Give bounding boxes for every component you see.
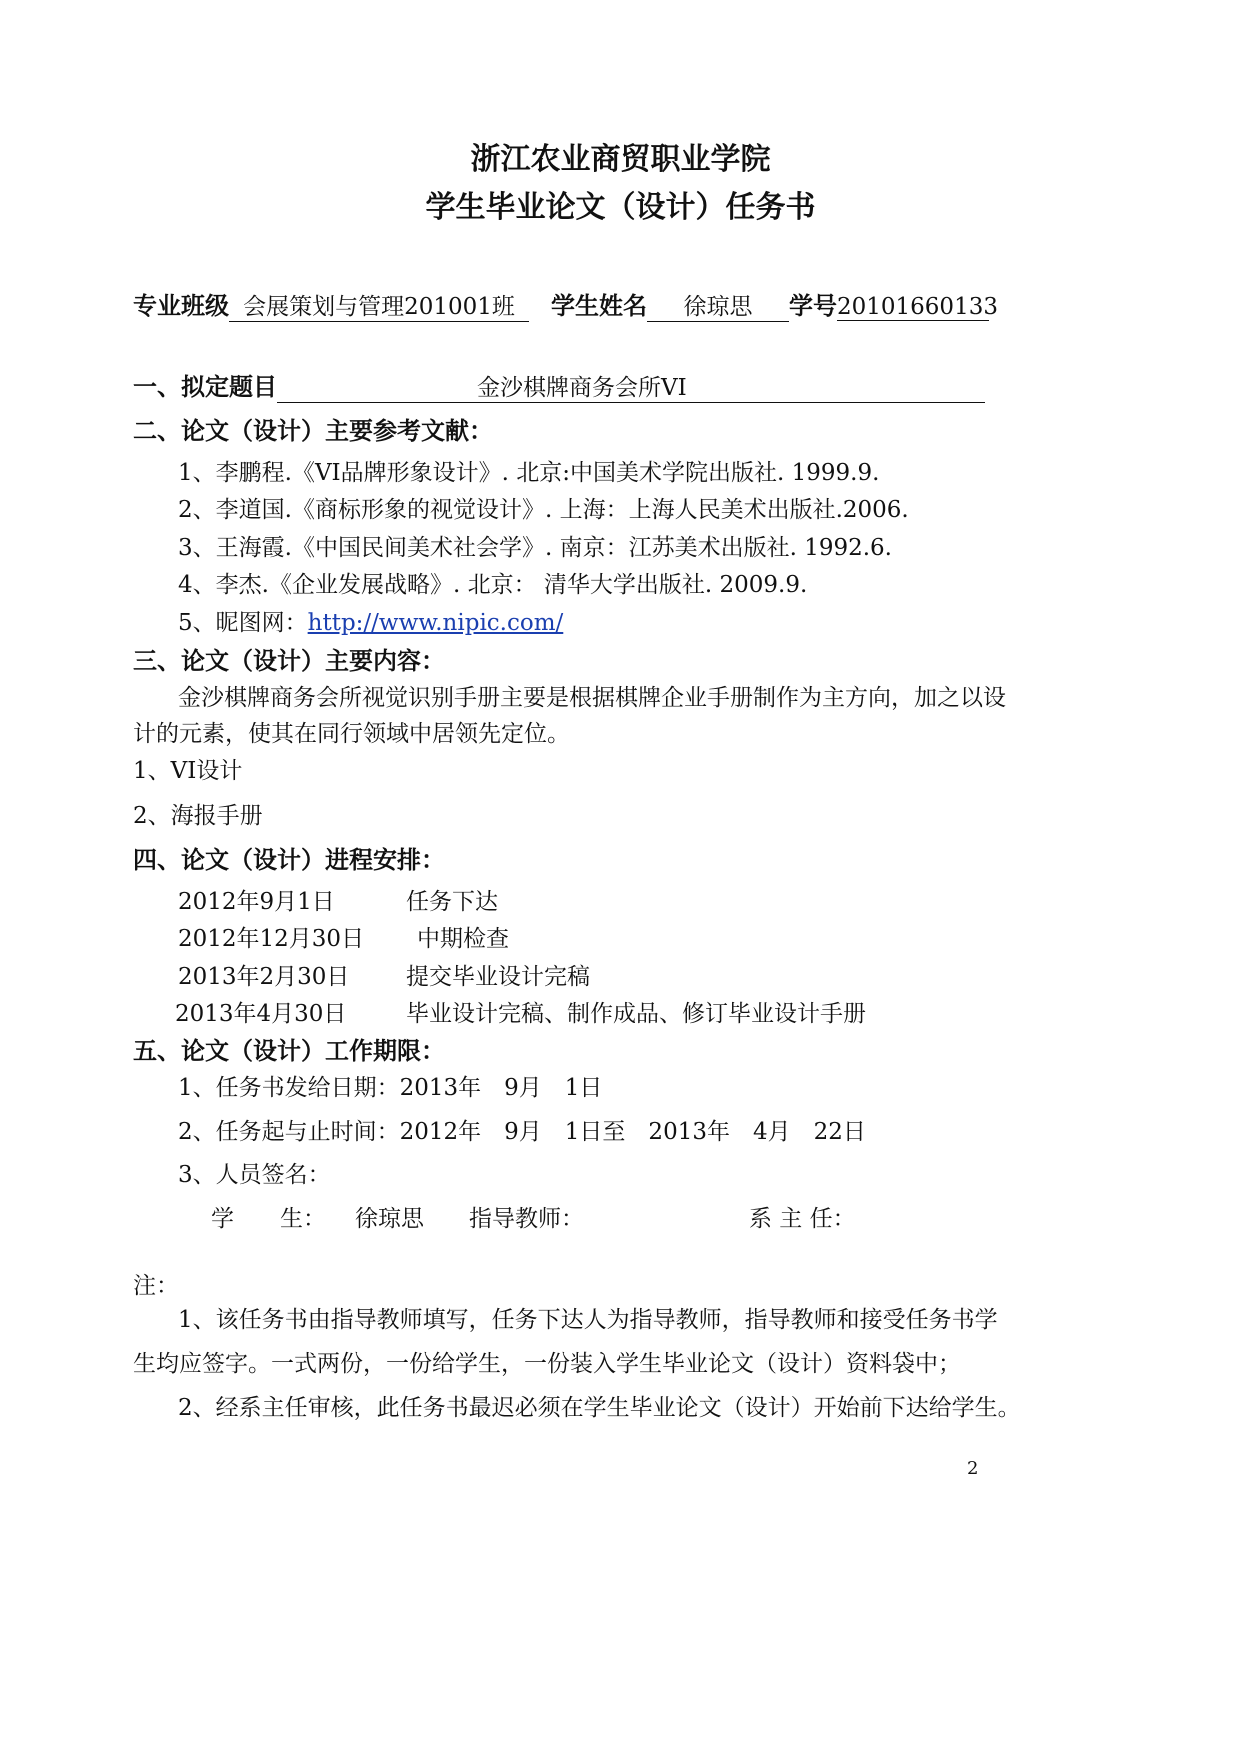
schedule-date: 2012年12月30日 xyxy=(178,926,365,952)
major-value: 会展策划与管理201001班 xyxy=(229,288,529,322)
id-label: 学号 xyxy=(789,291,837,320)
reference-item: 4、李杰.《企业发展战略》. 北京： 清华大学出版社. 2009.9. xyxy=(178,572,808,598)
student-sign-label: 学 生： xyxy=(211,1206,326,1232)
note-line: 1、该任务书由指导教师填写，任务下达人为指导教师，指导教师和接受任务书学 xyxy=(178,1307,998,1333)
reference-item-prefix: 5、昵图网： xyxy=(178,610,308,636)
content-heading: 三、论文（设计）主要内容： xyxy=(133,646,445,675)
content-item: 1、VI设计 xyxy=(133,758,243,784)
dept-head-sign-label: 系 主 任： xyxy=(749,1206,856,1232)
student-sign-name: 徐琼思 xyxy=(355,1206,424,1232)
content-paragraph-line: 计的元素，使其在同行领域中居领先定位。 xyxy=(133,721,570,747)
schedule-date: 2012年9月1日 xyxy=(178,889,335,915)
name-value: 徐琼思 xyxy=(647,288,789,322)
reference-link[interactable]: http://www.nipic.com/ xyxy=(307,610,564,636)
major-label: 专业班级 xyxy=(133,291,229,320)
period-heading: 五、论文（设计）工作期限： xyxy=(133,1036,445,1065)
student-info-line xyxy=(133,286,998,322)
topic-value: 金沙棋牌商务会所VI xyxy=(277,369,985,403)
teacher-sign-label: 指导教师： xyxy=(469,1206,584,1232)
issue-date: 1、任务书发给日期：2013年 9月 1日 xyxy=(178,1075,603,1101)
schedule-task: 任务下达 xyxy=(406,889,498,915)
page-number: 2 xyxy=(967,1458,979,1479)
schedule-task: 毕业设计完稿、制作成品、修订毕业设计手册 xyxy=(406,1001,866,1027)
document-title: 学生毕业论文（设计）任务书 xyxy=(425,190,816,225)
id-value: 20101660133 xyxy=(837,294,998,320)
reference-item: 3、王海霞.《中国民间美术社会学》. 南京：江苏美术出版社. 1992.6. xyxy=(178,535,892,561)
schedule-date: 2013年4月30日 xyxy=(175,1001,347,1027)
topic-label: 一、拟定题目 xyxy=(133,372,277,401)
reference-item: 2、李道国.《商标形象的视觉设计》. 上海：上海人民美术出版社.2006. xyxy=(178,497,909,523)
signature-label: 3、人员签名： xyxy=(178,1162,331,1188)
reference-item: 1、李鹏程.《VI品牌形象设计》. 北京:中国美术学院出版社. 1999.9. xyxy=(178,460,880,486)
name-label: 学生姓名 xyxy=(551,291,647,320)
task-duration: 2、任务起与止时间：2012年 9月 1日至 2013年 4月 22日 xyxy=(178,1119,866,1145)
content-item: 2、海报手册 xyxy=(133,803,263,829)
schedule-task: 提交毕业设计完稿 xyxy=(406,964,590,990)
schedule-date: 2013年2月30日 xyxy=(178,964,350,990)
note-line: 生均应签字。一式两份，一份给学生，一份装入学生毕业论文（设计）资料袋中； xyxy=(133,1351,961,1377)
topic-line xyxy=(133,367,985,403)
notes-label: 注： xyxy=(133,1273,179,1299)
school-title: 浙江农业商贸职业学院 xyxy=(470,142,771,177)
references-heading: 二、论文（设计）主要参考文献： xyxy=(133,416,493,445)
reference-item xyxy=(178,604,563,637)
content-paragraph-line: 金沙棋牌商务会所视觉识别手册主要是根据棋牌企业手册制作为主方向，加之以设 xyxy=(178,685,1006,711)
schedule-task: 中期检查 xyxy=(417,926,509,952)
note-line: 2、经系主任审核，此任务书最迟必须在学生毕业论文（设计）开始前下达给学生。 xyxy=(178,1395,1021,1421)
schedule-heading: 四、论文（设计）进程安排： xyxy=(133,845,445,874)
